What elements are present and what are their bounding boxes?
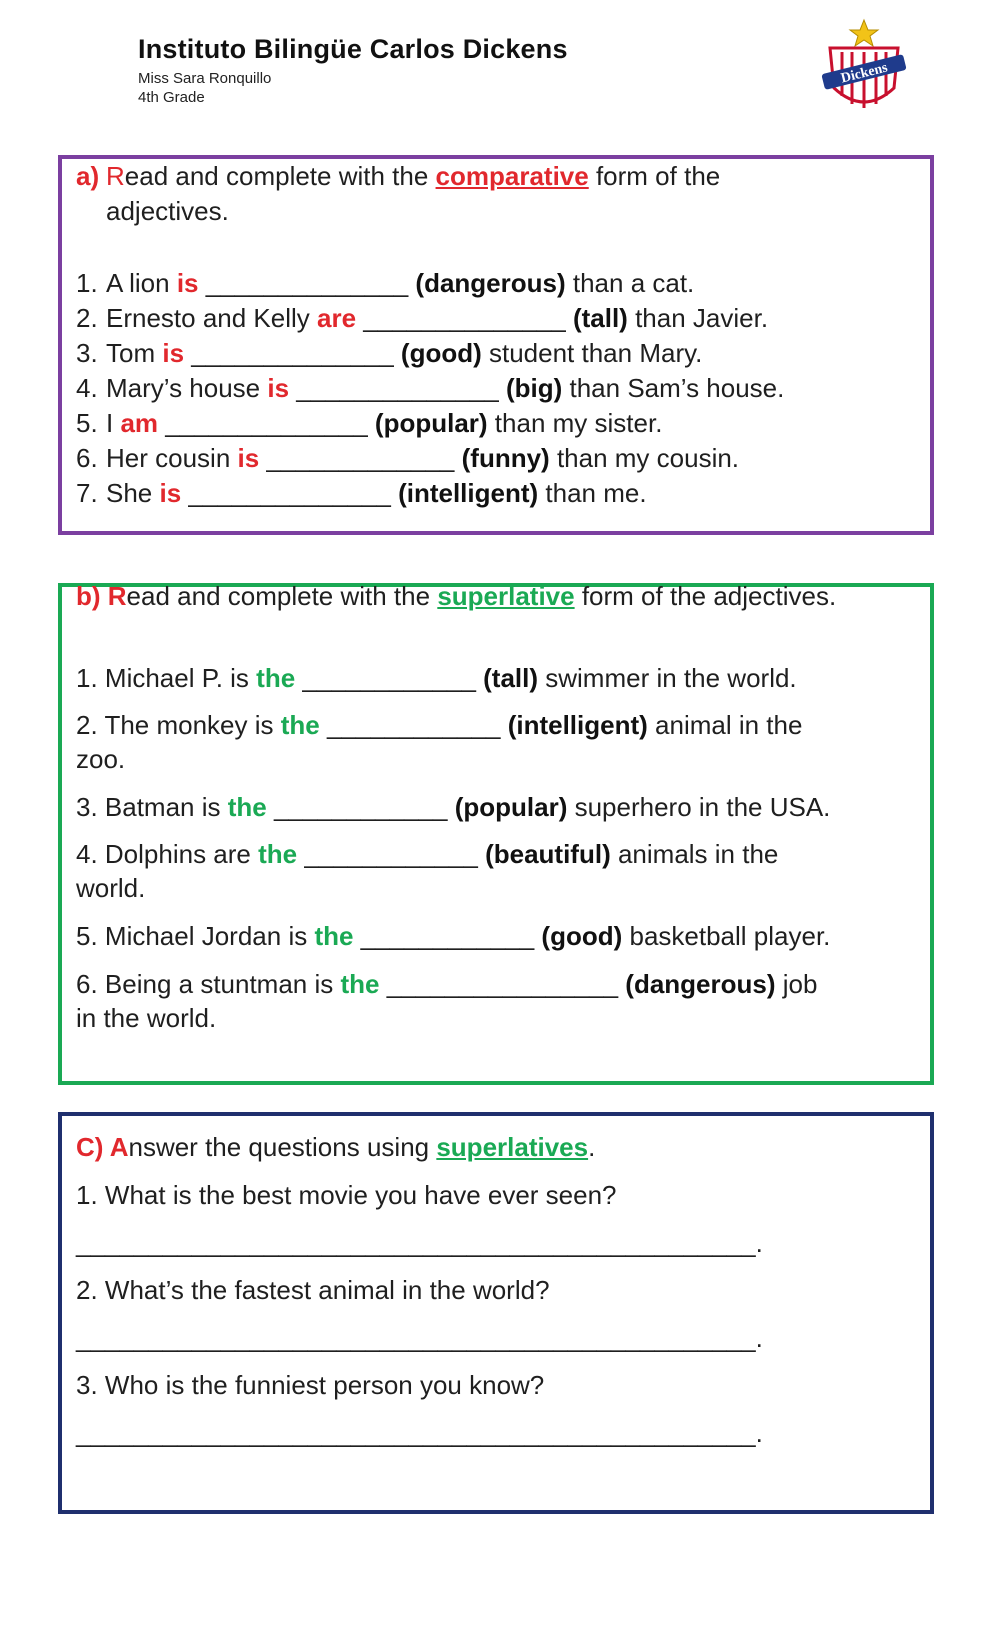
superlative-item: 4. Dolphins are the ____________ (beautiful) animals in the: [76, 839, 779, 869]
answer-blank[interactable]: ________________: [379, 969, 626, 999]
superlative-item-cont: in the world.: [76, 1003, 217, 1033]
question-text: 3. Who is the funniest person you know?: [76, 1370, 545, 1400]
section-c-label: C): [76, 1132, 110, 1162]
section-a-instructions: a) Read and complete with the comparative form of the: [76, 161, 721, 191]
superlative-item: 2. The monkey is the ____________ (intelligent) animal in the: [76, 710, 803, 740]
section-b-label: b): [76, 581, 108, 611]
superlative-item-cont: zoo.: [76, 744, 126, 774]
answer-line[interactable]: _______________________________________________.: [76, 1418, 763, 1448]
answer-blank[interactable]: ______________: [198, 268, 416, 298]
keyword-superlative: superlative: [437, 581, 575, 611]
superlative-item: 6. Being a stuntman is the ________________ (dangerous) job: [76, 969, 818, 999]
comparative-item: 7. She is ______________ (intelligent) than me.: [76, 478, 647, 508]
worksheet-header: [138, 34, 568, 107]
keyword-comparative: comparative: [435, 161, 589, 191]
superlative-item: 5. Michael Jordan is the ____________ (good) basketball player.: [76, 921, 831, 951]
answer-blank[interactable]: ______________: [184, 338, 401, 368]
teacher-name: Miss Sara Ronquillo: [138, 70, 272, 87]
comparative-item: 1. A lion is ______________ (dangerous) than a cat.: [76, 268, 695, 298]
superlative-item: 1. Michael P. is the ____________ (tall) swimmer in the world.: [76, 663, 797, 693]
school-crest-logo: [820, 18, 908, 118]
section-a-instructions-cont: adjectives.: [106, 196, 229, 226]
section-b-instructions: b) Read and complete with the superlative form of the adjectives.: [76, 581, 837, 611]
crest-lettering: Dickens: [839, 60, 890, 87]
comparative-item: 5. I am ______________ (popular) than my sister.: [76, 408, 663, 438]
answer-blank[interactable]: ______________: [289, 373, 506, 403]
comparative-exercise-box: [58, 155, 934, 535]
answer-blank[interactable]: ____________: [353, 921, 542, 951]
comparative-item: 4. Mary’s house is ______________ (big) than Sam’s house.: [76, 373, 785, 403]
question-text: 2. What’s the fastest animal in the world?: [76, 1275, 550, 1305]
answer-blank[interactable]: _____________: [259, 443, 462, 473]
answer-blank[interactable]: ______________: [158, 408, 375, 438]
keyword-superlatives: superlatives: [436, 1132, 589, 1162]
superlative-item: 3. Batman is the ____________ (popular) superhero in the USA.: [76, 792, 831, 822]
comparative-item: 3. Tom is ______________ (good) student than Mary.: [76, 338, 703, 368]
answer-line[interactable]: _______________________________________________.: [76, 1228, 763, 1258]
questions-exercise-box: [58, 1112, 934, 1514]
answer-blank[interactable]: ____________: [295, 663, 484, 693]
comparative-item: 6. Her cousin is _____________ (funny) than my cousin.: [76, 443, 740, 473]
comparative-item: 2. Ernesto and Kelly are ______________ (tall) than Javier.: [76, 303, 769, 333]
answer-blank[interactable]: ______________: [356, 303, 573, 333]
answer-line[interactable]: _______________________________________________.: [76, 1323, 763, 1353]
school-name: Instituto Bilingüe Carlos Dickens: [138, 34, 568, 64]
section-c-instructions: C) Answer the questions using superlatives.: [76, 1132, 596, 1162]
answer-blank[interactable]: ____________: [297, 839, 486, 869]
question-text: 1. What is the best movie you have ever seen?: [76, 1180, 617, 1210]
grade-level: 4th Grade: [138, 89, 205, 106]
superlative-exercise-box: [58, 583, 934, 1085]
answer-blank[interactable]: ____________: [266, 792, 455, 822]
superlative-item-cont: world.: [76, 873, 146, 903]
answer-blank[interactable]: ______________: [181, 478, 399, 508]
section-a-label: a): [76, 161, 100, 191]
answer-blank[interactable]: ____________: [319, 710, 508, 740]
